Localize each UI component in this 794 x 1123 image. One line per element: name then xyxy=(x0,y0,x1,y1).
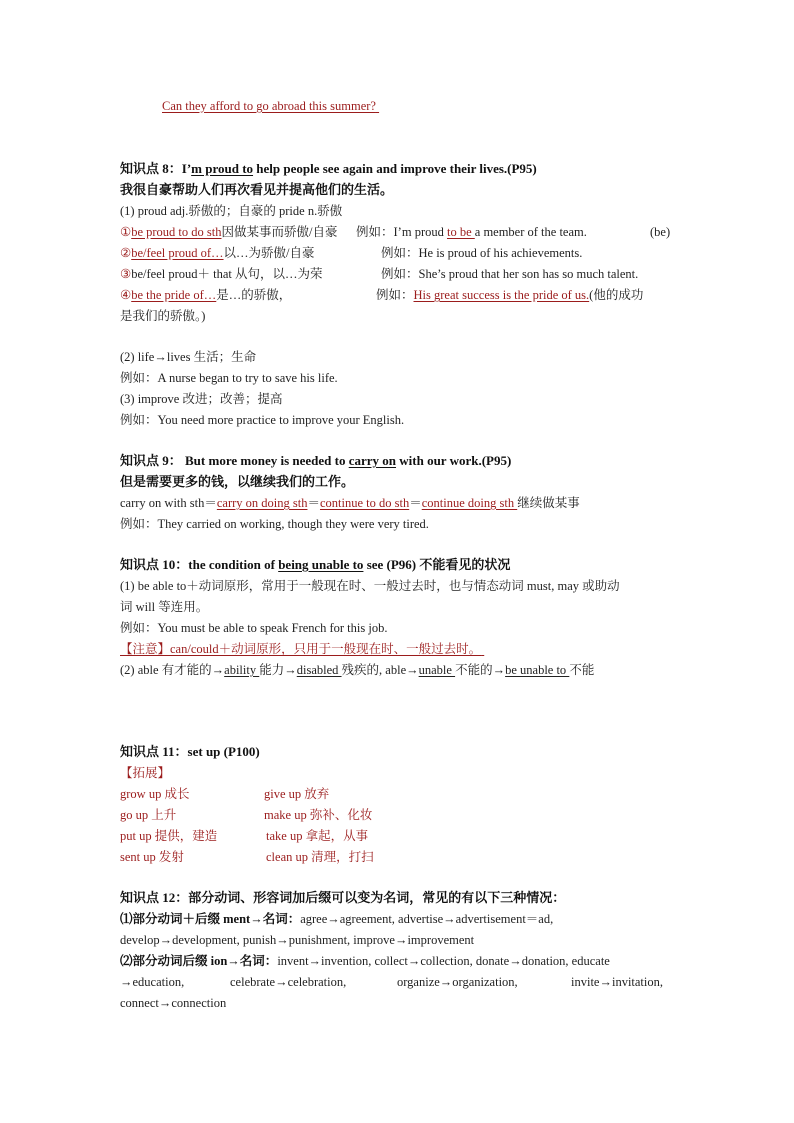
k8-translation: 我很自豪帮助人们再次看见并提高他们的生活。 xyxy=(120,182,394,197)
k8-rule-1-note: (be) xyxy=(650,225,671,239)
k8-point-2-example: 例如：A nurse began to try to save his life. xyxy=(120,371,338,385)
k8-point-1: (1) proud adj.骄傲的；自豪的 pride n.骄傲 xyxy=(120,204,343,218)
k8-heading: 知识点 8：I’m proud to help people see again and improve their lives.(P95) xyxy=(120,161,537,176)
k8-point-2: (2) life→lives 生活；生命 xyxy=(120,350,257,364)
k8-rule-2: ②be/feel proud of…以…为骄傲/自豪 xyxy=(120,246,315,260)
top-example: Can they afford to go abroad this summer? xyxy=(162,99,376,113)
k12-suffix-ion-item: invite→invitation, xyxy=(571,975,664,989)
k8-rule-4-example: 例如：His great success is the pride of us.(他的成功 xyxy=(376,288,644,302)
phrase-item: take up 拿起，从事 xyxy=(266,829,369,843)
phrase-item: grow up 成长 xyxy=(120,787,190,801)
k10-note: 【注意】can/could＋动词原形，只用于一般现在时、一般过去时。 xyxy=(120,642,482,656)
k8-rule-4: ④be the pride of…是…的骄傲， xyxy=(120,288,292,302)
k8-rule-3: ③be/feel proud＋ that 从句，以…为荣 xyxy=(120,267,323,281)
k10-point-1a: (1) be able to＋动词原形，常用于一般现在时、一般过去时，也与情态动词 must, may 或助动 xyxy=(120,579,620,593)
k12-suffix-ment-cont: develop→development, punish→punishment, improve→improvement xyxy=(120,933,475,947)
k12-suffix-ion: ⑵部分动词后缀 ion→名词：invent→invention, collect→collection, donate→donation, educate xyxy=(120,954,610,968)
k8-rule-2-example: 例如：He is proud of his achievements. xyxy=(381,246,583,260)
k10-point-1b: 词 will 等连用。 xyxy=(120,600,209,614)
phrase-item: put up 提供，建造 xyxy=(120,829,218,843)
k9-heading: 知识点 9： But more money is needed to carry on with our work.(P95) xyxy=(120,453,512,468)
k12-heading: 知识点 12：部分动词、形容词加后缀可以变为名词，常见的有以下三种情况： xyxy=(120,890,566,905)
k11-tag: 【拓展】 xyxy=(120,766,171,780)
k12-suffix-ion-cont: connect→connection xyxy=(120,996,227,1010)
k8-rule-4-example-cont: 是我们的骄傲。) xyxy=(120,309,206,323)
k8-point-3: (3) improve 改进；改善；提高 xyxy=(120,392,283,406)
k8-point-3-example: 例如：You need more practice to improve your English. xyxy=(120,413,405,427)
k9-line-1: carry on with sth＝carry on doing sth＝continue to do sth＝continue doing sth 继续做某事 xyxy=(120,496,580,510)
k12-suffix-ion-item: celebrate→celebration, xyxy=(230,975,347,989)
phrase-item: give up 放弃 xyxy=(264,787,330,801)
k10-example: 例如：You must be able to speak French for this job. xyxy=(120,621,388,635)
phrase-item: clean up 清理，打扫 xyxy=(266,850,374,864)
k8-rule-3-example: 例如：She’s proud that her son has so much talent. xyxy=(381,267,639,281)
k12-suffix-ion-item: →education, xyxy=(120,975,185,989)
k12-suffix-ment: ⑴部分动词＋后缀 ment→名词：agree→agreement, advertise→advertisement＝ad, xyxy=(120,912,554,926)
phrase-item: sent up 发射 xyxy=(120,850,184,864)
k10-point-2: (2) able 有才能的→ability 能力→disabled 残疾的, able→unable 不能的→be unable to 不能 xyxy=(120,663,595,677)
k8-rule-1-example: 例如：I’m proud to be a member of the team. xyxy=(356,225,587,239)
k9-example: 例如：They carried on working, though they were very tired. xyxy=(120,517,429,531)
k11-heading: 知识点 11：set up (P100) xyxy=(120,744,260,759)
k12-suffix-ion-item: organize→organization, xyxy=(397,975,518,989)
k10-heading: 知识点 10：the condition of being unable to see (P96) 不能看见的状况 xyxy=(120,557,511,572)
k8-rule-1: ①be proud to do sth因做某事而骄傲/自豪 xyxy=(120,225,338,239)
phrase-item: make up 弥补、化妆 xyxy=(264,808,373,822)
phrase-item: go up 上升 xyxy=(120,808,177,822)
k9-translation: 但是需要更多的钱，以继续我们的工作。 xyxy=(120,474,355,489)
